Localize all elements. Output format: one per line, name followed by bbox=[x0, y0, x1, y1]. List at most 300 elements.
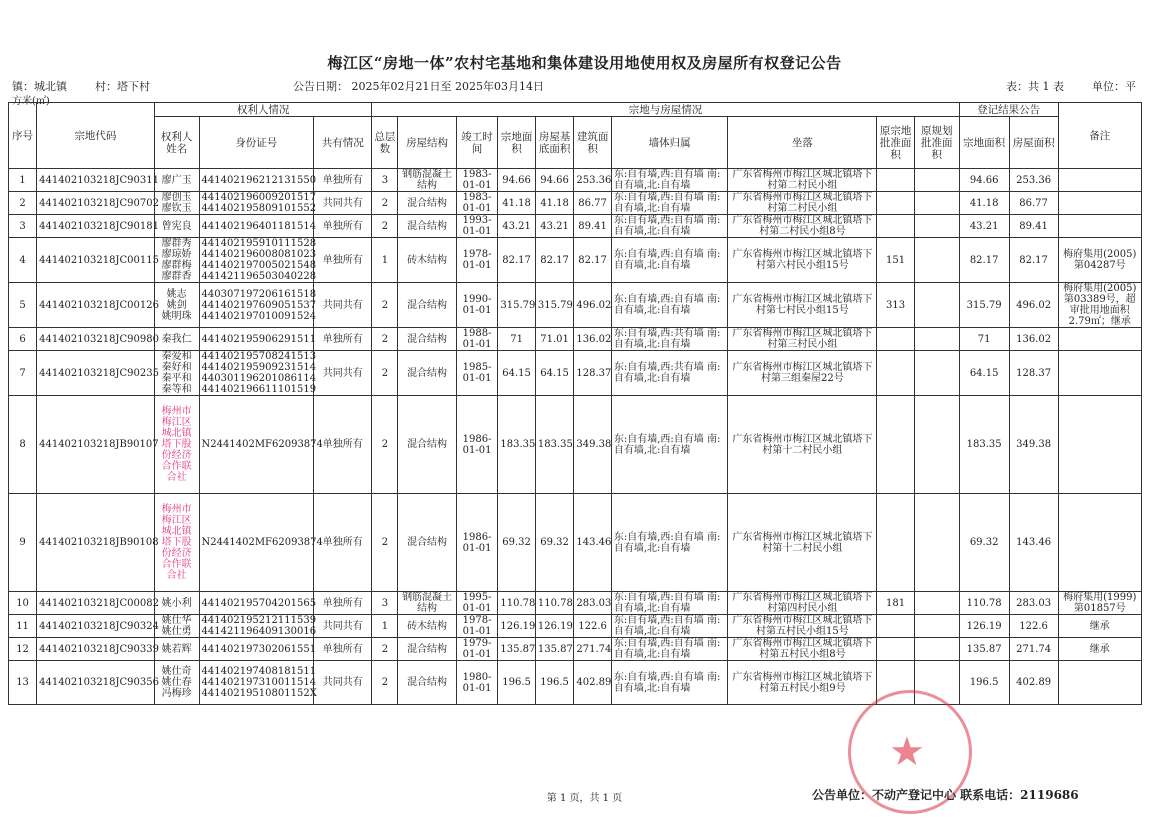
location-cell: 广东省梅州市梅江区城北镇塔下村第二村民小组 bbox=[728, 169, 877, 192]
owner-name: 姚仕春 bbox=[161, 677, 192, 688]
structure-cell: 砖木结构 bbox=[398, 238, 456, 283]
id-cell bbox=[199, 169, 317, 192]
floors-cell: 2 bbox=[372, 661, 398, 705]
completion-cell: 1993-01-01 bbox=[456, 215, 498, 238]
land-area-cell: 69.32 bbox=[498, 494, 535, 592]
location-cell: 广东省梅州市梅江区城北镇塔下村第四村民小组 bbox=[728, 592, 877, 615]
owner-cell bbox=[154, 238, 199, 283]
announcement-period: 公告日期： 2025年02月21日至 2025年03月14日 bbox=[293, 80, 544, 93]
share-cell: 单独所有 bbox=[314, 396, 372, 494]
header-result-house: 房屋面积 bbox=[1009, 117, 1058, 169]
orig-planned-cell bbox=[914, 615, 959, 638]
owner-name: 廖钦玉 bbox=[161, 203, 192, 214]
id-cell bbox=[199, 351, 317, 396]
location-cell: 广东省梅州市梅江区城北镇塔下村第十二村民小组 bbox=[728, 396, 877, 494]
base-area-cell: 71.01 bbox=[535, 328, 574, 351]
orig-planned-cell bbox=[914, 396, 959, 494]
header-share: 共有情况 bbox=[314, 117, 372, 169]
code-cell: 441402103218JC00126 bbox=[37, 283, 155, 328]
structure-cell: 混合结构 bbox=[398, 351, 456, 396]
orig-planned-cell bbox=[914, 238, 959, 283]
id-cell bbox=[199, 661, 317, 705]
build-area-cell: 136.02 bbox=[574, 328, 611, 351]
build-area-cell: 496.02 bbox=[574, 283, 611, 328]
completion-cell: 1986-01-01 bbox=[456, 396, 498, 494]
code-cell: 441402103218JC90235 bbox=[37, 351, 155, 396]
table-row bbox=[9, 351, 1142, 396]
table-row bbox=[9, 615, 1142, 638]
owner-cell bbox=[154, 592, 199, 615]
owner-name: 姚志 bbox=[166, 288, 187, 300]
remark-cell bbox=[1058, 494, 1141, 592]
orig-approved-cell: 151 bbox=[877, 238, 914, 283]
id-number: 441402196401181514 bbox=[201, 220, 317, 232]
id-number: 441402197005021548 bbox=[201, 260, 317, 271]
header-orig-approved: 原宗地批准面积 bbox=[877, 117, 914, 169]
orig-approved-cell bbox=[877, 396, 914, 494]
base-area-cell: 315.79 bbox=[535, 283, 574, 328]
location-cell: 广东省梅州市梅江区城北镇塔下村第五村民小组15号 bbox=[728, 615, 877, 638]
base-area-cell: 43.21 bbox=[535, 215, 574, 238]
announcing-unit: 公告单位：不动产登记中心 联系电话：2119686 bbox=[812, 788, 1079, 802]
share-cell: 单独所有 bbox=[314, 494, 372, 592]
share-cell: 单独所有 bbox=[314, 592, 372, 615]
remark-cell bbox=[1058, 396, 1141, 494]
table-row bbox=[9, 661, 1142, 705]
result-house-cell: 128.37 bbox=[1009, 351, 1058, 396]
result-house-cell: 271.74 bbox=[1009, 638, 1058, 661]
location-cell: 广东省梅州市梅江区城北镇塔下村第六村民小组15号 bbox=[728, 238, 877, 283]
remark-cell: 梅府集用(2005)第04287号 bbox=[1058, 238, 1141, 283]
walls-cell: 东:自有墙,西:自有墙 南:自有墙,北:自有墙 bbox=[611, 615, 728, 638]
result-land-cell: 94.66 bbox=[959, 169, 1009, 192]
floors-cell: 2 bbox=[372, 283, 398, 328]
id-cell bbox=[199, 396, 323, 494]
orig-approved-cell bbox=[877, 192, 914, 215]
owner-name: 廖群梅 bbox=[161, 260, 192, 271]
completion-cell: 1978-01-01 bbox=[456, 238, 498, 283]
table-row bbox=[9, 638, 1142, 661]
orig-planned-cell bbox=[914, 328, 959, 351]
structure-cell: 钢筋混凝土结构 bbox=[398, 169, 456, 192]
build-area-cell: 349.38 bbox=[574, 396, 611, 494]
owner-name: 秦爱和 bbox=[161, 351, 192, 362]
land-area-cell: 135.87 bbox=[498, 638, 535, 661]
floors-cell: 3 bbox=[372, 169, 398, 192]
orig-planned-cell bbox=[914, 592, 959, 615]
share-cell: 共同共有 bbox=[314, 351, 372, 396]
structure-cell: 混合结构 bbox=[398, 494, 456, 592]
id-number: 441402195906291511 bbox=[201, 333, 317, 345]
completion-cell: 1995-01-01 bbox=[456, 592, 498, 615]
header-id: 身份证号 bbox=[199, 117, 314, 169]
orig-approved-cell bbox=[877, 638, 914, 661]
location-cell: 广东省梅州市梅江区城北镇塔下村第十二村民小组 bbox=[728, 494, 877, 592]
floors-cell: 1 bbox=[372, 238, 398, 283]
remark-cell bbox=[1058, 661, 1141, 705]
floors-cell: 2 bbox=[372, 396, 398, 494]
id-number: 441402197408181511 bbox=[201, 666, 317, 677]
orig-planned-cell bbox=[914, 351, 959, 396]
result-house-cell: 82.17 bbox=[1009, 238, 1058, 283]
unit-sub-label: 方米(㎡) bbox=[12, 96, 50, 107]
share-cell: 单独所有 bbox=[314, 328, 372, 351]
remark-cell: 梅府集用(2005)第03389号，超审批用地面积2.79㎡；继承 bbox=[1058, 283, 1141, 328]
share-cell: 单独所有 bbox=[314, 169, 372, 192]
base-area-cell: 135.87 bbox=[535, 638, 574, 661]
header-orig-planned: 原规划批准面积 bbox=[914, 117, 959, 169]
orig-approved-cell bbox=[877, 215, 914, 238]
id-number: 441402195809101552 bbox=[201, 203, 317, 214]
walls-cell: 东:自有墙,西:自有墙 南:自有墙,北:自有墙 bbox=[611, 215, 728, 238]
table-row bbox=[9, 396, 1142, 494]
base-area-cell: 69.32 bbox=[535, 494, 574, 592]
owner-name: 廖广玉 bbox=[161, 174, 192, 186]
header-walls: 墙体归属 bbox=[611, 117, 728, 169]
owner-cell bbox=[154, 494, 199, 592]
build-area-cell: 283.03 bbox=[574, 592, 611, 615]
table-count: 表：共 1 表 bbox=[1006, 80, 1064, 93]
table-row bbox=[9, 192, 1142, 215]
table-row bbox=[9, 215, 1142, 238]
completion-cell: 1983-01-01 bbox=[456, 169, 498, 192]
location-cell: 广东省梅州市梅江区城北镇塔下村第三组秦屋22号 bbox=[728, 351, 877, 396]
id-number: 441402197310011514 bbox=[201, 677, 317, 688]
owner-name: 梅州市梅江区城北镇塔下股份经济合作联合社 bbox=[161, 406, 192, 483]
structure-cell: 混合结构 bbox=[398, 215, 456, 238]
header-remark: 备注 bbox=[1058, 103, 1141, 169]
header-base-area: 房屋基底面积 bbox=[535, 117, 574, 169]
id-number: 441402197010091524 bbox=[201, 310, 317, 322]
result-land-cell: 41.18 bbox=[959, 192, 1009, 215]
code-cell: 441402103218JC90181 bbox=[37, 215, 155, 238]
land-area-cell: 41.18 bbox=[498, 192, 535, 215]
code-cell: 441402103218JC90324 bbox=[37, 615, 155, 638]
seal-star-icon: ★ bbox=[889, 729, 925, 775]
header-build-area: 建筑面积 bbox=[574, 117, 611, 169]
land-area-cell: 110.78 bbox=[498, 592, 535, 615]
share-cell: 共同共有 bbox=[314, 661, 372, 705]
land-area-cell: 94.66 bbox=[498, 169, 535, 192]
floors-cell: 2 bbox=[372, 192, 398, 215]
owner-name: 梅州市梅江区城北镇塔下股份经济合作联合社 bbox=[161, 504, 192, 581]
id-number: 441402197609051537 bbox=[201, 299, 317, 311]
completion-cell: 1980-01-01 bbox=[456, 661, 498, 705]
floors-cell: 2 bbox=[372, 215, 398, 238]
orig-approved-cell bbox=[877, 615, 914, 638]
header-owner: 权利人姓名 bbox=[154, 117, 199, 169]
orig-approved-cell bbox=[877, 169, 914, 192]
id-cell bbox=[199, 494, 323, 592]
id-number: 441402195212111539 bbox=[201, 615, 317, 626]
result-house-cell: 122.6 bbox=[1009, 615, 1058, 638]
remark-cell bbox=[1058, 351, 1141, 396]
completion-cell: 1983-01-01 bbox=[456, 192, 498, 215]
id-cell bbox=[199, 283, 317, 328]
result-house-cell: 283.03 bbox=[1009, 592, 1058, 615]
header-group-land: 宗地与房屋情况 bbox=[372, 103, 959, 117]
id-cell bbox=[199, 192, 317, 215]
town-label: 镇：城北镇 bbox=[12, 80, 67, 93]
base-area-cell: 64.15 bbox=[535, 351, 574, 396]
seq-cell: 8 bbox=[9, 396, 37, 494]
base-area-cell: 41.18 bbox=[535, 192, 574, 215]
structure-cell: 混合结构 bbox=[398, 283, 456, 328]
land-area-cell: 183.35 bbox=[498, 396, 535, 494]
structure-cell: 混合结构 bbox=[398, 661, 456, 705]
walls-cell: 东:自有墙,西:自有墙 南:自有墙,北:自有墙 bbox=[611, 192, 728, 215]
base-area-cell: 82.17 bbox=[535, 238, 574, 283]
land-area-cell: 315.79 bbox=[498, 283, 535, 328]
owner-cell bbox=[154, 215, 199, 238]
id-number: 441421196409130016 bbox=[201, 626, 317, 637]
owner-name: 姚若辉 bbox=[161, 643, 192, 655]
remark-cell bbox=[1058, 169, 1141, 192]
remark-cell: 继承 bbox=[1058, 638, 1141, 661]
floors-cell: 2 bbox=[372, 328, 398, 351]
id-number: N2441402MF62093874 bbox=[201, 439, 323, 450]
result-land-cell: 69.32 bbox=[959, 494, 1009, 592]
build-area-cell: 143.46 bbox=[574, 494, 611, 592]
share-cell: 共同共有 bbox=[314, 615, 372, 638]
id-number: 441402197302061551 bbox=[201, 643, 317, 655]
structure-cell: 混合结构 bbox=[398, 328, 456, 351]
result-land-cell: 43.21 bbox=[959, 215, 1009, 238]
share-cell: 共同共有 bbox=[314, 192, 372, 215]
orig-approved-cell bbox=[877, 494, 914, 592]
result-house-cell: 402.89 bbox=[1009, 661, 1058, 705]
owner-name: 廖琼娇 bbox=[161, 249, 192, 260]
owner-cell bbox=[154, 351, 199, 396]
seq-cell: 6 bbox=[9, 328, 37, 351]
id-number: 441402196009201517 bbox=[201, 192, 317, 203]
owner-name: 廖群香 bbox=[161, 271, 192, 282]
seq-cell: 12 bbox=[9, 638, 37, 661]
id-number: 441402196611101519 bbox=[201, 384, 317, 395]
header-code: 宗地代码 bbox=[37, 103, 155, 169]
id-number: 440307197206161518 bbox=[201, 288, 317, 300]
structure-cell: 混合结构 bbox=[398, 396, 456, 494]
base-area-cell: 94.66 bbox=[535, 169, 574, 192]
floors-cell: 2 bbox=[372, 351, 398, 396]
id-cell bbox=[199, 638, 317, 661]
result-house-cell: 349.38 bbox=[1009, 396, 1058, 494]
walls-cell: 东:自有墙,西:自有墙 南:自有墙,北:自有墙 bbox=[611, 494, 728, 592]
page-number: 第 1 页，共 1 页 bbox=[546, 793, 623, 804]
id-number: 441402195708241513 bbox=[201, 351, 317, 362]
base-area-cell: 183.35 bbox=[535, 396, 574, 494]
owner-cell bbox=[154, 192, 199, 215]
owner-name: 秦好和 bbox=[161, 362, 192, 373]
location-cell: 广东省梅州市梅江区城北镇塔下村第七村民小组15号 bbox=[728, 283, 877, 328]
structure-cell: 混合结构 bbox=[398, 638, 456, 661]
owner-cell bbox=[154, 283, 199, 328]
location-cell: 广东省梅州市梅江区城北镇塔下村第二村民小组8号 bbox=[728, 215, 877, 238]
header-seq: 序号 bbox=[9, 103, 37, 169]
orig-approved-cell bbox=[877, 351, 914, 396]
structure-cell: 钢筋混凝土结构 bbox=[398, 592, 456, 615]
build-area-cell: 402.89 bbox=[574, 661, 611, 705]
id-number: 441421196503040228 bbox=[201, 271, 317, 282]
code-cell: 441402103218JC00082 bbox=[37, 592, 155, 615]
seq-cell: 4 bbox=[9, 238, 37, 283]
result-land-cell: 82.17 bbox=[959, 238, 1009, 283]
seq-cell: 5 bbox=[9, 283, 37, 328]
owner-name: 秦我仁 bbox=[161, 333, 192, 345]
floors-cell: 3 bbox=[372, 592, 398, 615]
id-cell bbox=[199, 238, 317, 283]
id-number: 441402195704201565 bbox=[201, 597, 317, 609]
remark-cell: 继承 bbox=[1058, 615, 1141, 638]
location-cell: 广东省梅州市梅江区城北镇塔下村第二村民小组 bbox=[728, 192, 877, 215]
unit-label: 单位：平 bbox=[1092, 80, 1136, 93]
owner-cell bbox=[154, 328, 199, 351]
walls-cell: 东:自有墙,西:自有墙 南:自有墙,北:自有墙 bbox=[611, 592, 728, 615]
walls-cell: 东:自有墙,西:自有墙 南:自有墙,北:自有墙 bbox=[611, 283, 728, 328]
land-area-cell: 82.17 bbox=[498, 238, 535, 283]
land-area-cell: 126.19 bbox=[498, 615, 535, 638]
header-floors: 总层数 bbox=[372, 117, 398, 169]
registration-table bbox=[8, 102, 1142, 705]
seq-cell: 10 bbox=[9, 592, 37, 615]
land-area-cell: 43.21 bbox=[498, 215, 535, 238]
owner-cell bbox=[154, 615, 199, 638]
owner-cell bbox=[154, 661, 199, 705]
floors-cell: 2 bbox=[372, 494, 398, 592]
id-number: N2441402MF62093874 bbox=[201, 537, 323, 548]
owner-name: 姚小利 bbox=[161, 597, 192, 609]
header-group-result: 登记结果公告 bbox=[959, 103, 1058, 117]
orig-planned-cell bbox=[914, 192, 959, 215]
id-number: 441402196212131550 bbox=[201, 174, 317, 186]
page-title: 梅江区“房地一体”农村宅基地和集体建设用地使用权及房屋所有权登记公告 bbox=[327, 54, 842, 72]
table-row bbox=[9, 494, 1142, 592]
completion-cell: 1988-01-01 bbox=[456, 328, 498, 351]
result-house-cell: 253.36 bbox=[1009, 169, 1058, 192]
seq-cell: 11 bbox=[9, 615, 37, 638]
seq-cell: 13 bbox=[9, 661, 37, 705]
id-number: 44140219510801152X bbox=[201, 688, 317, 699]
owner-name: 姚仕勇 bbox=[161, 626, 192, 637]
owner-name: 冯梅珍 bbox=[161, 688, 192, 699]
structure-cell: 混合结构 bbox=[398, 192, 456, 215]
result-land-cell: 110.78 bbox=[959, 592, 1009, 615]
base-area-cell: 126.19 bbox=[535, 615, 574, 638]
seq-cell: 1 bbox=[9, 169, 37, 192]
result-house-cell: 86.77 bbox=[1009, 192, 1058, 215]
orig-planned-cell bbox=[914, 638, 959, 661]
code-cell: 441402103218JC90339 bbox=[37, 638, 155, 661]
completion-cell: 1986-01-01 bbox=[456, 494, 498, 592]
owner-name: 姚剑 bbox=[166, 299, 187, 311]
share-cell: 单独所有 bbox=[314, 238, 372, 283]
location-cell: 广东省梅州市梅江区城北镇塔下村第三村民小组 bbox=[728, 328, 877, 351]
completion-cell: 1990-01-01 bbox=[456, 283, 498, 328]
code-cell: 441402103218JC90356 bbox=[37, 661, 155, 705]
owner-name: 秦平和 bbox=[161, 373, 192, 384]
build-area-cell: 82.17 bbox=[574, 238, 611, 283]
completion-cell: 1978-01-01 bbox=[456, 615, 498, 638]
share-cell: 单独所有 bbox=[314, 215, 372, 238]
id-number: 441402196008081023 bbox=[201, 249, 317, 260]
walls-cell: 东:自有墙,西:自有墙 南:自有墙,北:自有墙 bbox=[611, 396, 728, 494]
code-cell: 441402103218JB90108 bbox=[37, 494, 155, 592]
code-cell: 441402103218JB90107 bbox=[37, 396, 155, 494]
result-land-cell: 315.79 bbox=[959, 283, 1009, 328]
owner-name: 廖创玉 bbox=[161, 192, 192, 203]
table-row bbox=[9, 592, 1142, 615]
orig-planned-cell bbox=[914, 283, 959, 328]
walls-cell: 东:自有墙,西:自有墙 南:自有墙,北:自有墙 bbox=[611, 638, 728, 661]
table-row bbox=[9, 328, 1142, 351]
code-cell: 441402103218JC00115 bbox=[37, 238, 155, 283]
result-land-cell: 183.35 bbox=[959, 396, 1009, 494]
seq-cell: 9 bbox=[9, 494, 37, 592]
walls-cell: 东:自有墙,西:共有墙 南:自有墙,北:自有墙 bbox=[611, 328, 728, 351]
orig-approved-cell: 313 bbox=[877, 283, 914, 328]
owner-name: 姚仕华 bbox=[161, 615, 192, 626]
location-cell: 广东省梅州市梅江区城北镇塔下村第五村民小组8号 bbox=[728, 638, 877, 661]
orig-approved-cell: 181 bbox=[877, 592, 914, 615]
id-cell bbox=[199, 215, 317, 238]
structure-cell: 砖木结构 bbox=[398, 615, 456, 638]
owner-name: 曾宪良 bbox=[161, 220, 192, 232]
base-area-cell: 110.78 bbox=[535, 592, 574, 615]
owner-name: 秦等和 bbox=[161, 384, 192, 395]
orig-planned-cell bbox=[914, 494, 959, 592]
result-land-cell: 71 bbox=[959, 328, 1009, 351]
land-area-cell: 64.15 bbox=[498, 351, 535, 396]
result-land-cell: 135.87 bbox=[959, 638, 1009, 661]
floors-cell: 1 bbox=[372, 615, 398, 638]
id-cell bbox=[199, 328, 317, 351]
header-result-land: 宗地面积 bbox=[959, 117, 1009, 169]
build-area-cell: 271.74 bbox=[574, 638, 611, 661]
table-row bbox=[9, 169, 1142, 192]
result-house-cell: 143.46 bbox=[1009, 494, 1058, 592]
remark-cell bbox=[1058, 192, 1141, 215]
seq-cell: 3 bbox=[9, 215, 37, 238]
completion-cell: 1985-01-01 bbox=[456, 351, 498, 396]
result-house-cell: 89.41 bbox=[1009, 215, 1058, 238]
result-house-cell: 496.02 bbox=[1009, 283, 1058, 328]
id-number: 441402195909231514 bbox=[201, 362, 317, 373]
build-area-cell: 122.6 bbox=[574, 615, 611, 638]
id-number: 441402195910111528 bbox=[201, 238, 317, 249]
result-land-cell: 196.5 bbox=[959, 661, 1009, 705]
table-row bbox=[9, 238, 1142, 283]
build-area-cell: 128.37 bbox=[574, 351, 611, 396]
build-area-cell: 86.77 bbox=[574, 192, 611, 215]
land-area-cell: 71 bbox=[498, 328, 535, 351]
owner-name: 姚明珠 bbox=[161, 310, 192, 322]
header-location: 坐落 bbox=[728, 117, 877, 169]
owner-name: 姚仕奇 bbox=[161, 666, 192, 677]
share-cell: 单独所有 bbox=[314, 638, 372, 661]
walls-cell: 东:自有墙,西:自有墙 南:自有墙,北:自有墙 bbox=[611, 169, 728, 192]
village-label: 村：塔下村 bbox=[95, 80, 150, 93]
completion-cell: 1979-01-01 bbox=[456, 638, 498, 661]
orig-planned-cell bbox=[914, 169, 959, 192]
seq-cell: 7 bbox=[9, 351, 37, 396]
id-cell bbox=[199, 615, 317, 638]
orig-planned-cell bbox=[914, 215, 959, 238]
share-cell: 共同共有 bbox=[314, 283, 372, 328]
result-house-cell: 136.02 bbox=[1009, 328, 1058, 351]
owner-cell bbox=[154, 396, 199, 494]
remark-cell: 梅府集用(1999)第01857号 bbox=[1058, 592, 1141, 615]
build-area-cell: 253.36 bbox=[574, 169, 611, 192]
